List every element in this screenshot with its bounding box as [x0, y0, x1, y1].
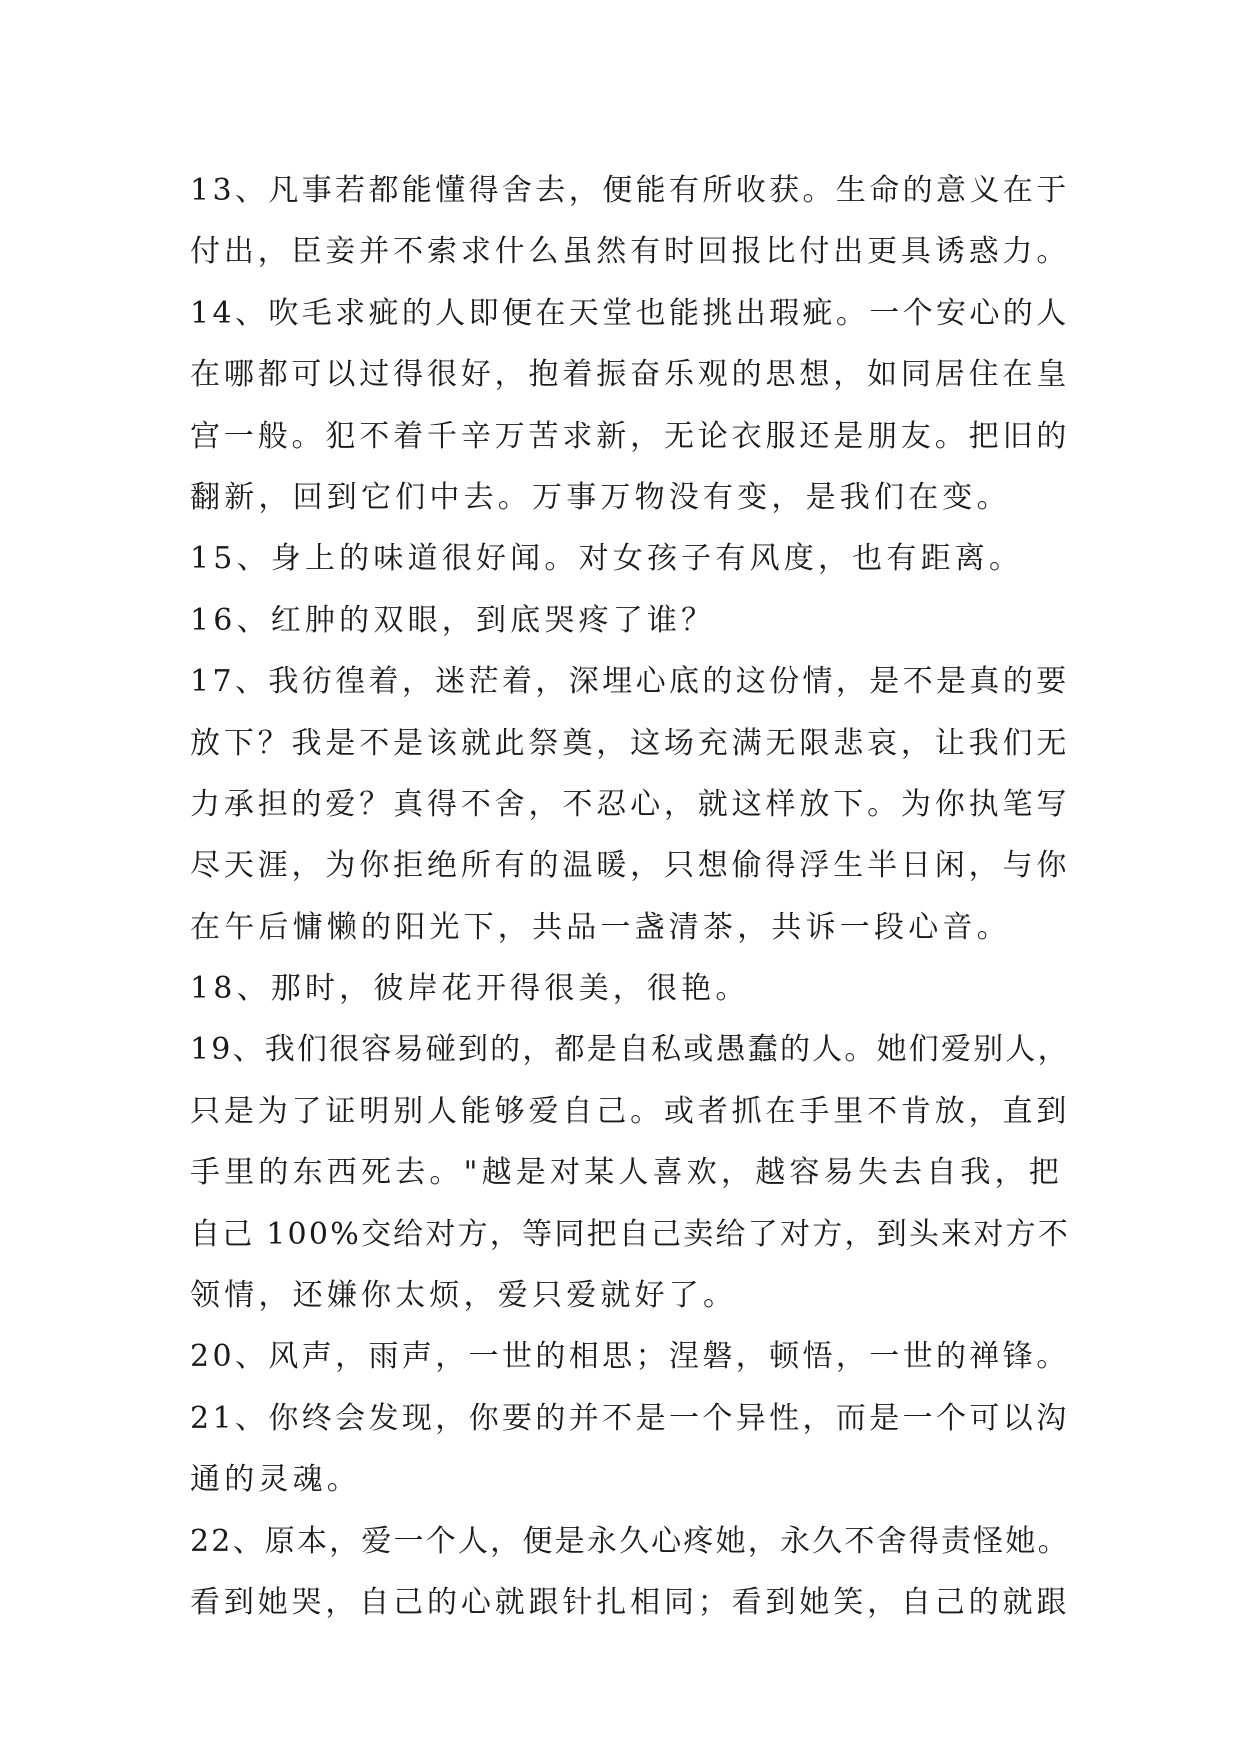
- body-text: [190, 160, 1070, 1633]
- text-line: 翻新，回到它们中去。万事万物没有变，是我们在变。: [190, 479, 1011, 515]
- text-line: 付出，臣妾并不索求什么虽然有时回报比付出更具诱惑力。: [190, 234, 1071, 270]
- text-line: 领情，还嫌你太烦，爱只爱就好了。: [190, 1278, 738, 1314]
- text-line: 21、你终会发现，你要的并不是一个异性，而是一个可以沟: [190, 1400, 1070, 1436]
- text-line: 只是为了证明别人能够爱自己。或者抓在手里不肯放，直到: [190, 1093, 1071, 1129]
- text-line: 20、风声，雨声，一世的相思；涅磐，顿悟，一世的禅锋。: [190, 1339, 1070, 1375]
- text-line: 13、凡事若都能懂得舍去，便能有所收获。生命的意义在于: [190, 173, 1070, 208]
- text-line: 15、身上的味道很好闻。对女孩子有风度，也有距离。: [190, 541, 1024, 577]
- text-line: 22、原本，爱一个人，便是永久心疼她，永久不舍得责怪她。: [190, 1523, 1070, 1559]
- text-line: 在哪都可以过得很好，抱着振奋乐观的思想，如同居住在皇: [190, 357, 1071, 393]
- text-line: 力承担的爱？真得不舍，不忍心，就这样放下。为你执笔写: [190, 786, 1071, 822]
- text-line: 尽天涯，为你拒绝所有的温暖，只想偷得浮生半日闲，与你: [190, 848, 1071, 884]
- text-line: 自己 100%交给对方，等同把自己卖给了对方，到头来对方不: [190, 1216, 1071, 1252]
- text-line: 14、吹毛求疵的人即便在天堂也能挑出瑕疵。一个安心的人: [190, 295, 1070, 331]
- text-line: 放下？我是不是该就此祭奠，这场充满无限悲哀，让我们无: [190, 725, 1071, 761]
- text-line: 在午后慵懒的阳光下，共品一盏清茶，共诉一段心音。: [190, 909, 1011, 945]
- text-line: 19、我们很容易碰到的，都是自私或愚蠢的人。她们爱别人，: [190, 1032, 1070, 1068]
- text-line: 手里的东西死去。"越是对某人喜欢，越容易失去自我，把: [190, 1155, 1063, 1191]
- text-line: 16、红肿的双眼，到底哭疼了谁？: [190, 602, 716, 638]
- text-line: 18、那时，彼岸花开得很美，很艳。: [190, 971, 750, 1007]
- text-line: 17、我彷徨着，迷茫着，深埋心底的这份情，是不是真的要: [190, 664, 1070, 700]
- text-line: 通的灵魂。: [190, 1462, 361, 1498]
- text-line: 看到她哭，自己的心就跟针扎相同；看到她笑，自己的就跟: [190, 1584, 1071, 1620]
- text-line: 宫一般。犯不着千辛万苦求新，无论衣服还是朋友。把旧的: [190, 418, 1071, 454]
